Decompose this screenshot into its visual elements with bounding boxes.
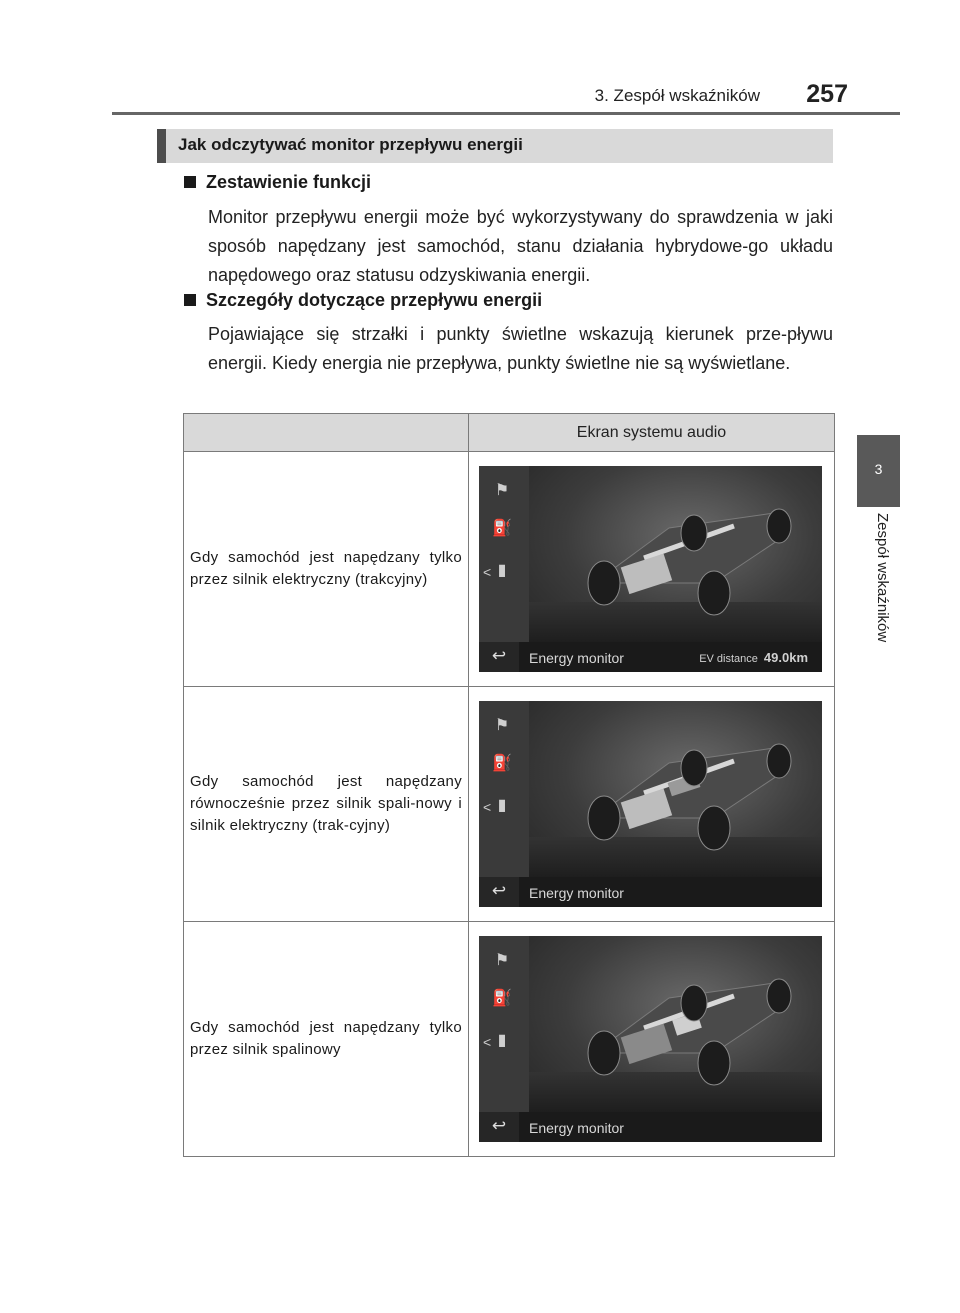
screen-title: Energy monitor (529, 885, 624, 901)
ev-distance-label: EV distance (699, 653, 758, 665)
row-description: Gdy samochód jest napędzany tylko przez silnik elektryczny (trakcyjny) (184, 452, 469, 687)
checkered-flag-icon[interactable]: ⚑ (494, 717, 510, 734)
table-header-empty (184, 414, 469, 452)
fuel-pump-icon[interactable]: ⛽ (492, 990, 512, 1007)
car-chassis-diagram (574, 488, 804, 618)
side-tab-label: Zespół wskaźników (874, 513, 891, 643)
battery-icon[interactable]: ▮ (497, 797, 507, 814)
fuel-pump-icon[interactable]: ⛽ (492, 755, 512, 772)
row-description: Gdy samochód jest napędzany równocześnie przez silnik spali-nowy i silnik elektryczny (trak-cyjny) (184, 687, 469, 922)
checkered-flag-icon[interactable]: ⚑ (494, 952, 510, 969)
ev-distance (699, 650, 808, 665)
chapter-title: 3. Zespół wskaźników (594, 86, 760, 105)
screen-title: Energy monitor (529, 1120, 624, 1136)
energy-monitor-screen (479, 936, 822, 1142)
table-header-audio-screen: Ekran systemu audio (469, 414, 835, 452)
energy-monitor-screen (479, 701, 822, 907)
chevron-left-icon: < (483, 799, 492, 815)
bullet-body-2: Pojawiające się strzałki i punkty świetlne wskazują kierunek prze-pływu energii. Kiedy energia nie przepływa, punkty świetlne nie są wyświetlane. (208, 324, 833, 373)
car-chassis-diagram (574, 723, 804, 853)
checkered-flag-icon[interactable]: ⚑ (494, 482, 510, 499)
row-screen-cell (469, 922, 835, 1157)
table-row (184, 452, 835, 687)
row-screen-cell (469, 452, 835, 687)
side-tab-number: 3 (857, 435, 900, 507)
car-chassis-diagram (574, 958, 804, 1088)
table-header-row (184, 414, 835, 452)
screen-title: Energy monitor (529, 650, 624, 666)
square-bullet-icon (184, 294, 196, 306)
header-rule (112, 112, 900, 115)
back-arrow-icon[interactable]: ↩ (479, 1112, 519, 1142)
bullet-title-1 (184, 172, 371, 193)
back-arrow-icon[interactable]: ↩ (479, 642, 519, 672)
energy-monitor-table (183, 413, 835, 1157)
chevron-left-icon: < (483, 1034, 492, 1050)
back-arrow-icon[interactable]: ↩ (479, 877, 519, 907)
chevron-left-icon: < (483, 564, 492, 580)
row-screen-cell (469, 687, 835, 922)
bullet-title-text: Szczegóły dotyczące przepływu energii (206, 290, 543, 310)
bullet-body-1: Monitor przepływu energii może być wykorzystywany do sprawdzenia w jaki sposób napędzany jest samochód, stanu działania hybrydowe-go układu napędowego oraz statusu odzyskiwania energii. (208, 207, 833, 285)
row-description: Gdy samochód jest napędzany tylko przez silnik spalinowy (184, 922, 469, 1157)
bullet-title-2 (184, 290, 542, 311)
battery-icon[interactable]: ▮ (497, 562, 507, 579)
square-bullet-icon (184, 176, 196, 188)
table-row (184, 922, 835, 1157)
table-row (184, 687, 835, 922)
page-number: 257 (806, 80, 848, 108)
section-title: Jak odczytywać monitor przepływu energii (157, 129, 833, 163)
energy-monitor-screen (479, 466, 822, 672)
ev-distance-value: 49.0km (763, 650, 808, 665)
battery-icon[interactable]: ▮ (497, 1032, 507, 1049)
bullet-title-text: Zestawienie funkcji (206, 172, 372, 192)
fuel-pump-icon[interactable]: ⛽ (492, 520, 512, 537)
